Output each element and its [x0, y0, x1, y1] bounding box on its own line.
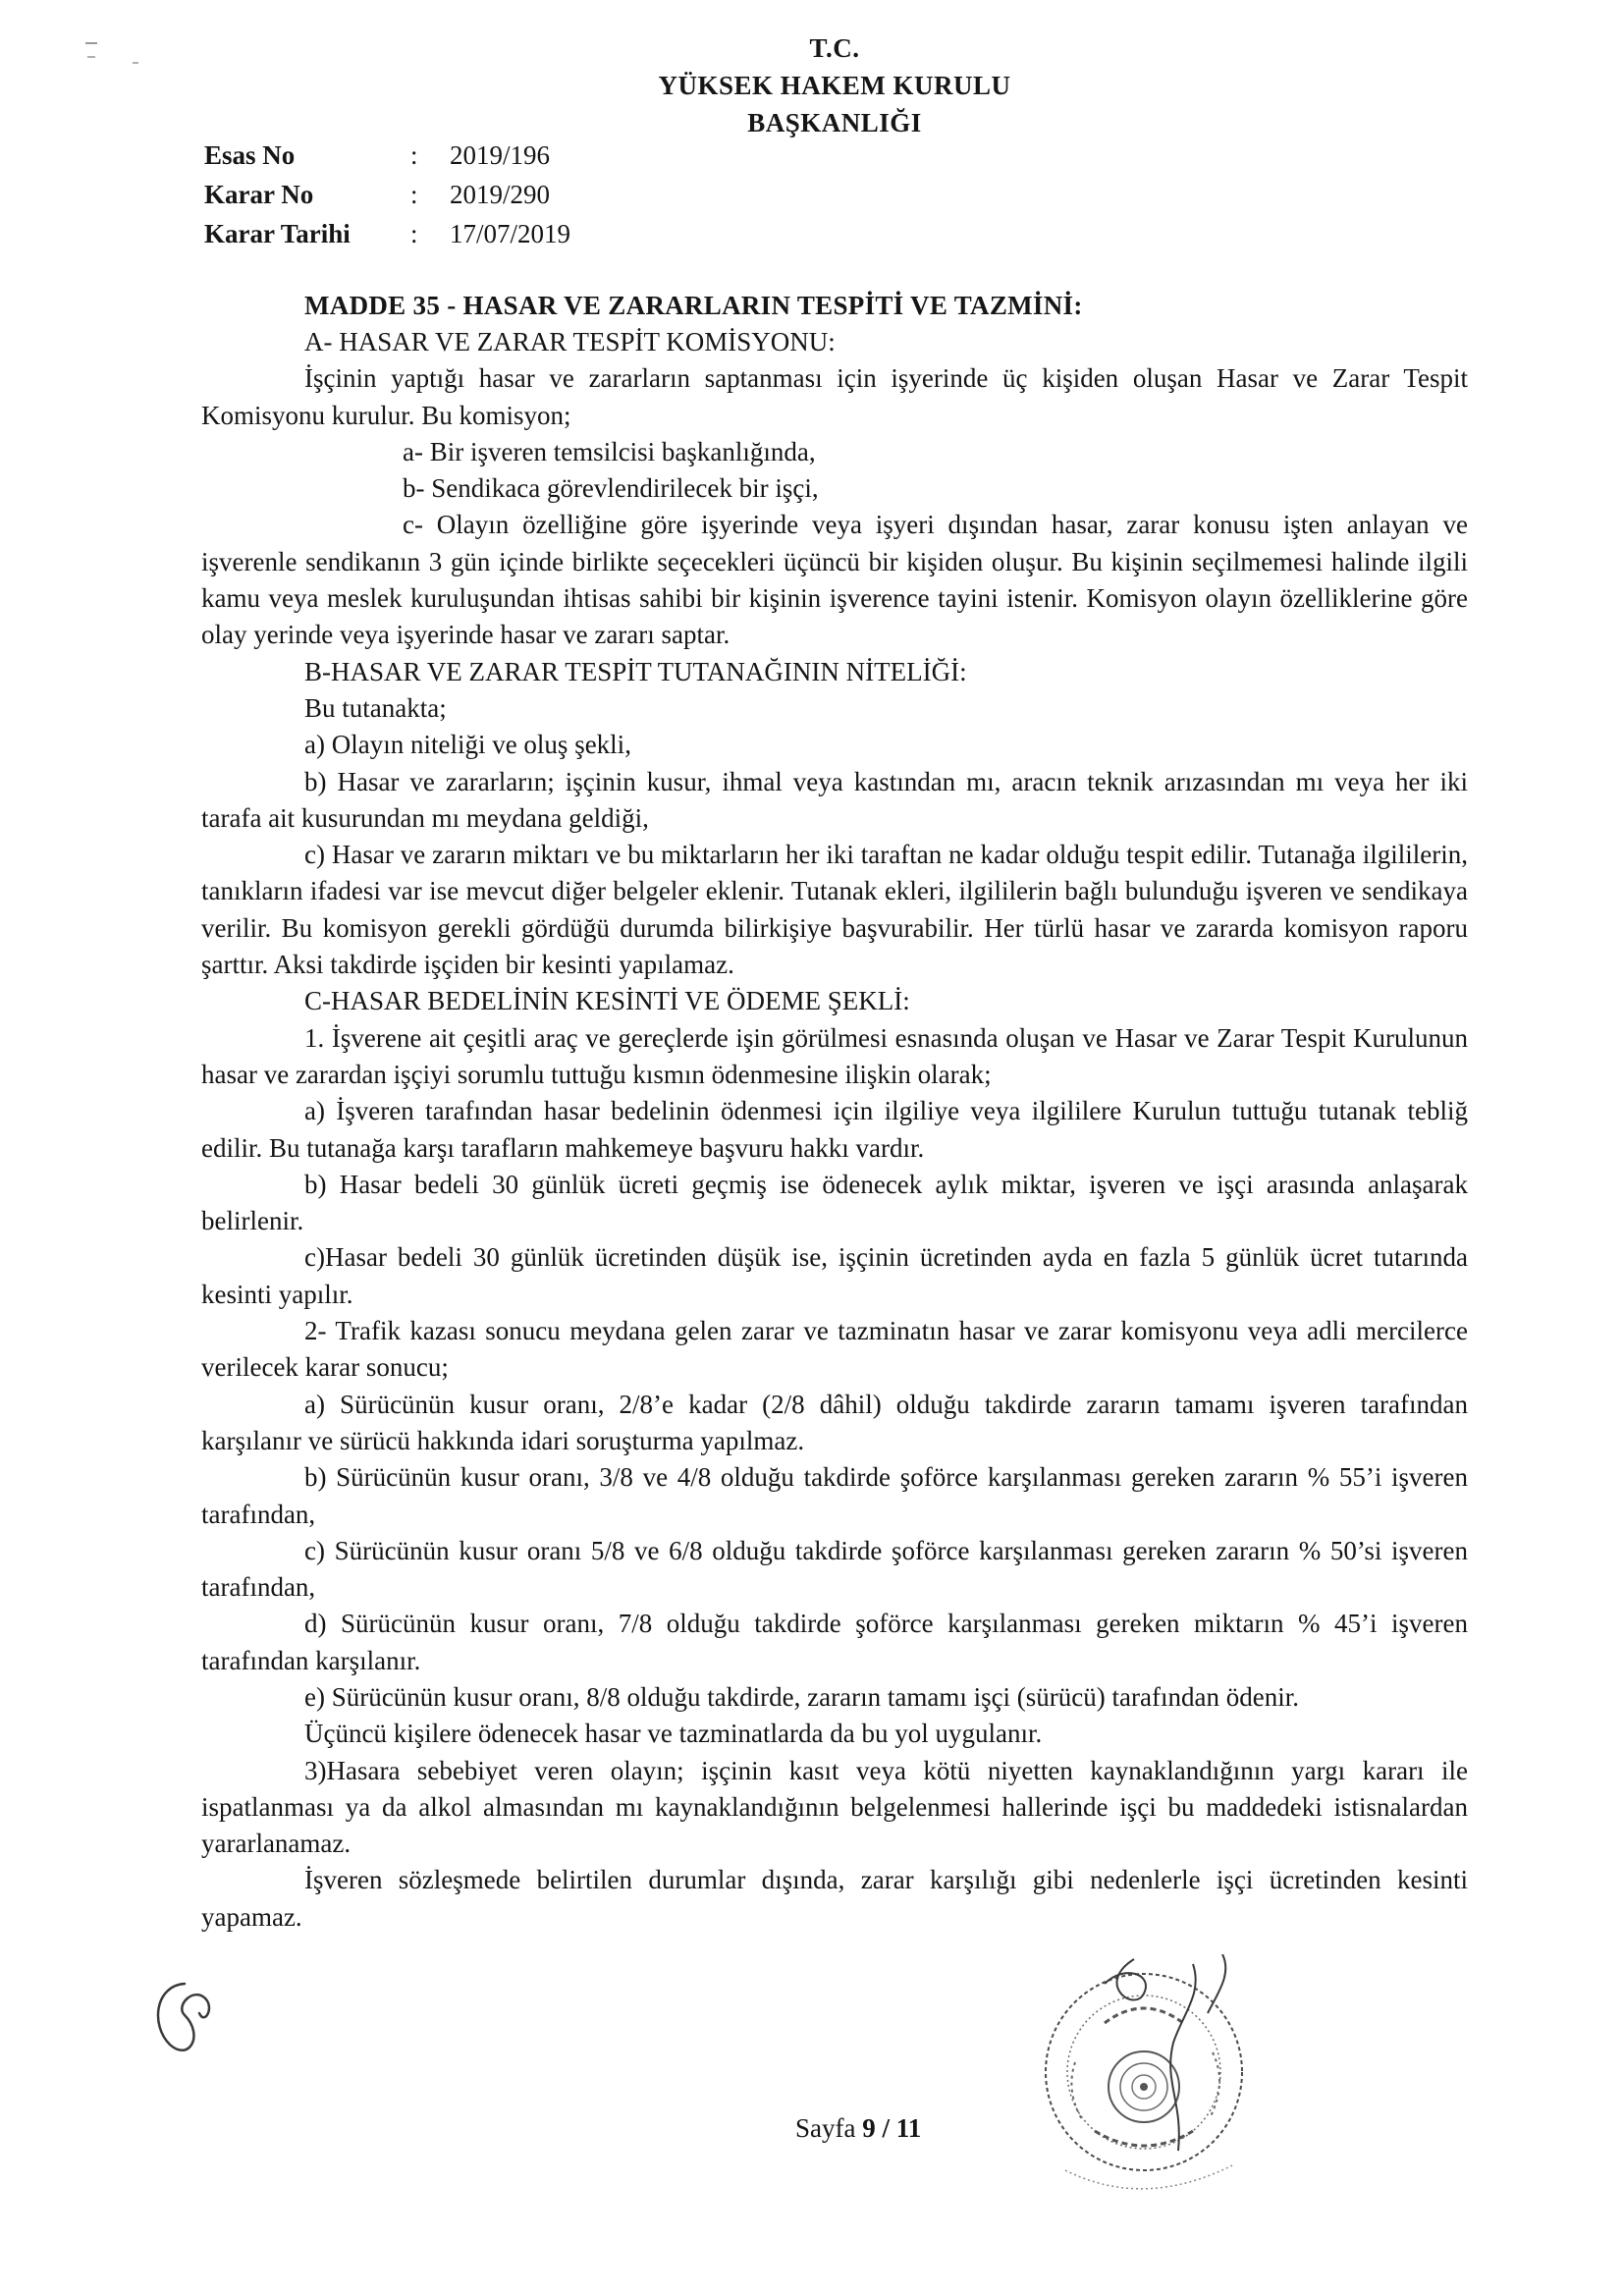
section-c-p2: 2- Trafik kazası sonucu meydana gelen zarar ve tazminatın hasar ve zarar komisyonu veya adli mercilerce verilecek karar sonucu;	[201, 1316, 1468, 1383]
page-number	[795, 2113, 921, 2144]
section-a-intro: İşçinin yaptığı hasar ve zararların saptanması için işyerinde üç kişiden oluşan Hasar ve Zarar Tespit Komisyonu kurulur. Bu komisyon;	[201, 363, 1468, 430]
section-a-item-b: b- Sendikaca görevlendirilecek bir işçi,	[403, 473, 819, 504]
page-current: 9	[862, 2113, 876, 2143]
section-c-p2-e: e) Sürücünün kusur oranı, 8/8 olduğu takdirde, zararın tamamı işçi (sürücü) tarafından ödenir.	[304, 1681, 1299, 1712]
section-c-p3: 3)Hasara sebebiyet veren olayın; işçinin kasıt veya kötü niyetten kaynaklandığının yargı kararı ile ispatlanması ya da alkol almasından mı kaynaklandığının belgelenmesi hallerinde işçi bu maddedeki istisnalardan yararlanamaz.	[201, 1755, 1468, 1859]
section-c-heading: C-HASAR BEDELİNİN KESİNTİ VE ÖDEME ŞEKLİ:	[304, 986, 910, 1016]
section-b-intro: Bu tutanakta;	[304, 692, 447, 723]
section-c-p1-a: a) İşveren tarafından hasar bedelinin ödenmesi için ilgiliye veya ilgililere Kurulun tuttuğu tutanak tebliğ edilir. Bu tutanağa karşı tarafların mahkemeye başvuru hakkı vardır.	[201, 1096, 1468, 1163]
meta-value: 17/07/2019	[450, 219, 571, 248]
page-total: 11	[895, 2113, 922, 2143]
page-separator: /	[882, 2113, 890, 2143]
meta-label: Esas No	[204, 140, 296, 170]
section-a-item-c: c- Olayın özelliğine göre işyerinde veya işyeri dışından hasar, zarar konusu işten anlayan ve işverenle sendikanın 3 gün içinde birlikte seçecekleri üçüncü bir kişiden oluşur. Bu kişinin seçilmemesi halinde ilgili kamu veya meslek kuruluşundan ihtisas sahibi bir kişinin işverence tayini istenir. Komisyon olayın özelliklerine göre olay yerinde veya işyerinde hasar ve zararı saptar.	[201, 510, 1468, 650]
section-c-p2-a: a) Sürücünün kusur oranı, 2/8’e kadar (2/8 dâhil) olduğu takdirde zararın tamamı işveren tarafından karşılanır ve sürücü hakkında idari soruşturma yapılmaz.	[201, 1389, 1468, 1455]
section-c-p2-c: c) Sürücünün kusur oranı 5/8 ve 6/8 olduğu takdirde şoförce karşılanması gereken zararın % 50’si işveren tarafından,	[201, 1535, 1468, 1603]
meta-separator: :	[410, 180, 418, 209]
article-body	[201, 324, 1468, 1936]
institution-name: YÜKSEK HAKEM KURULU	[658, 71, 1011, 100]
section-b-item-a: a) Olayın niteliği ve oluş şekli,	[304, 730, 631, 760]
country-label: T.C.	[809, 33, 860, 63]
section-b-item-b: b) Hasar ve zararların; işçinin kusur, ihmal veya kastından mı, aracın teknik arızasından mı veya her iki tarafa ait kusurundan mı meydana geldiği,	[201, 766, 1468, 833]
article-title: MADDE 35 - HASAR VE ZARARLARIN TESPİTİ VE TAZMİNİ:	[304, 291, 1083, 320]
meta-value: 2019/290	[450, 180, 551, 209]
section-c-p2-b: b) Sürücünün kusur oranı, 3/8 ve 4/8 olduğu takdirde şoförce karşılanması gereken zararın % 55’i işveren tarafından,	[201, 1462, 1468, 1529]
section-a-item-a: a- Bir işveren temsilcisi başkanlığında,	[403, 436, 816, 466]
meta-value: 2019/196	[450, 140, 551, 170]
section-c-p2-d: d) Sürücünün kusur oranı, 7/8 olduğu takdirde şoförce karşılanması gereken miktarın % 45’i işveren tarafından karşılanır.	[201, 1609, 1468, 1675]
section-c-p1: 1. İşverene ait çeşitli araç ve gereçlerde işin görülmesi esnasında oluşan ve Hasar ve Zarar Tespit Kurulunun hasar ve zarardan işçiyi sorumlu tuttuğu kısmın ödenmesine ilişkin olarak;	[201, 1022, 1468, 1089]
handwritten-initials	[145, 1976, 224, 2064]
meta-row-esas	[204, 136, 570, 175]
meta-row-karar	[204, 175, 570, 214]
scan-mark	[83, 37, 162, 77]
meta-separator: :	[410, 140, 418, 170]
section-c-third-parties: Üçüncü kişilere ödenecek hasar ve tazminatlarda da bu yol uygulanır.	[304, 1719, 1043, 1749]
meta-row-tarih	[204, 214, 570, 253]
section-b-heading: B-HASAR VE ZARAR TESPİT TUTANAĞININ NİTELİĞİ:	[304, 656, 967, 686]
meta-label: Karar Tarihi	[204, 219, 351, 248]
case-meta	[204, 136, 570, 253]
meta-separator: :	[410, 219, 418, 248]
section-c-p1-c: c)Hasar bedeli 30 günlük ücretinden düşük ise, işçinin ücretinden ayda en fazla 5 günlük ücret tutarında kesinti yapılır.	[201, 1242, 1468, 1309]
section-c-final: İşveren sözleşmede belirtilen durumlar dışında, zarar karşılığı gibi nedenlerle işçi ücretinden kesinti yapamaz.	[201, 1865, 1468, 1932]
section-a-heading: A- HASAR VE ZARAR TESPİT KOMİSYONU:	[304, 327, 836, 356]
section-b-item-c: c) Hasar ve zararın miktarı ve bu miktarların her iki taraftan ne kadar olduğu tespit edilir. Tutanağa ilgililerin, tanıkların ifadesi var ise mevcut diğer belgeler eklenir. Tutanak ekleri, ilgililerin bağlı bulunduğu işveren ve sendikaya verilir. Bu komisyon gerekli gördüğü durumda bilirkişiye başvurabilir. Her türlü hasar ve zararda komisyon raporu şarttır. Aksi takdirde işçiden bir kesinti yapılamaz.	[201, 840, 1468, 980]
page-label: Sayfa	[795, 2113, 856, 2143]
document-header	[589, 29, 1080, 141]
office-name: BAŞKANLIĞI	[747, 108, 922, 137]
section-c-p1-b: b) Hasar bedeli 30 günlük ücreti geçmiş ise ödenecek aylık miktar, işveren ve işçi arasında anlaşarak belirlenir.	[201, 1169, 1468, 1236]
meta-label: Karar No	[204, 180, 314, 209]
official-seal	[1036, 1954, 1271, 2269]
